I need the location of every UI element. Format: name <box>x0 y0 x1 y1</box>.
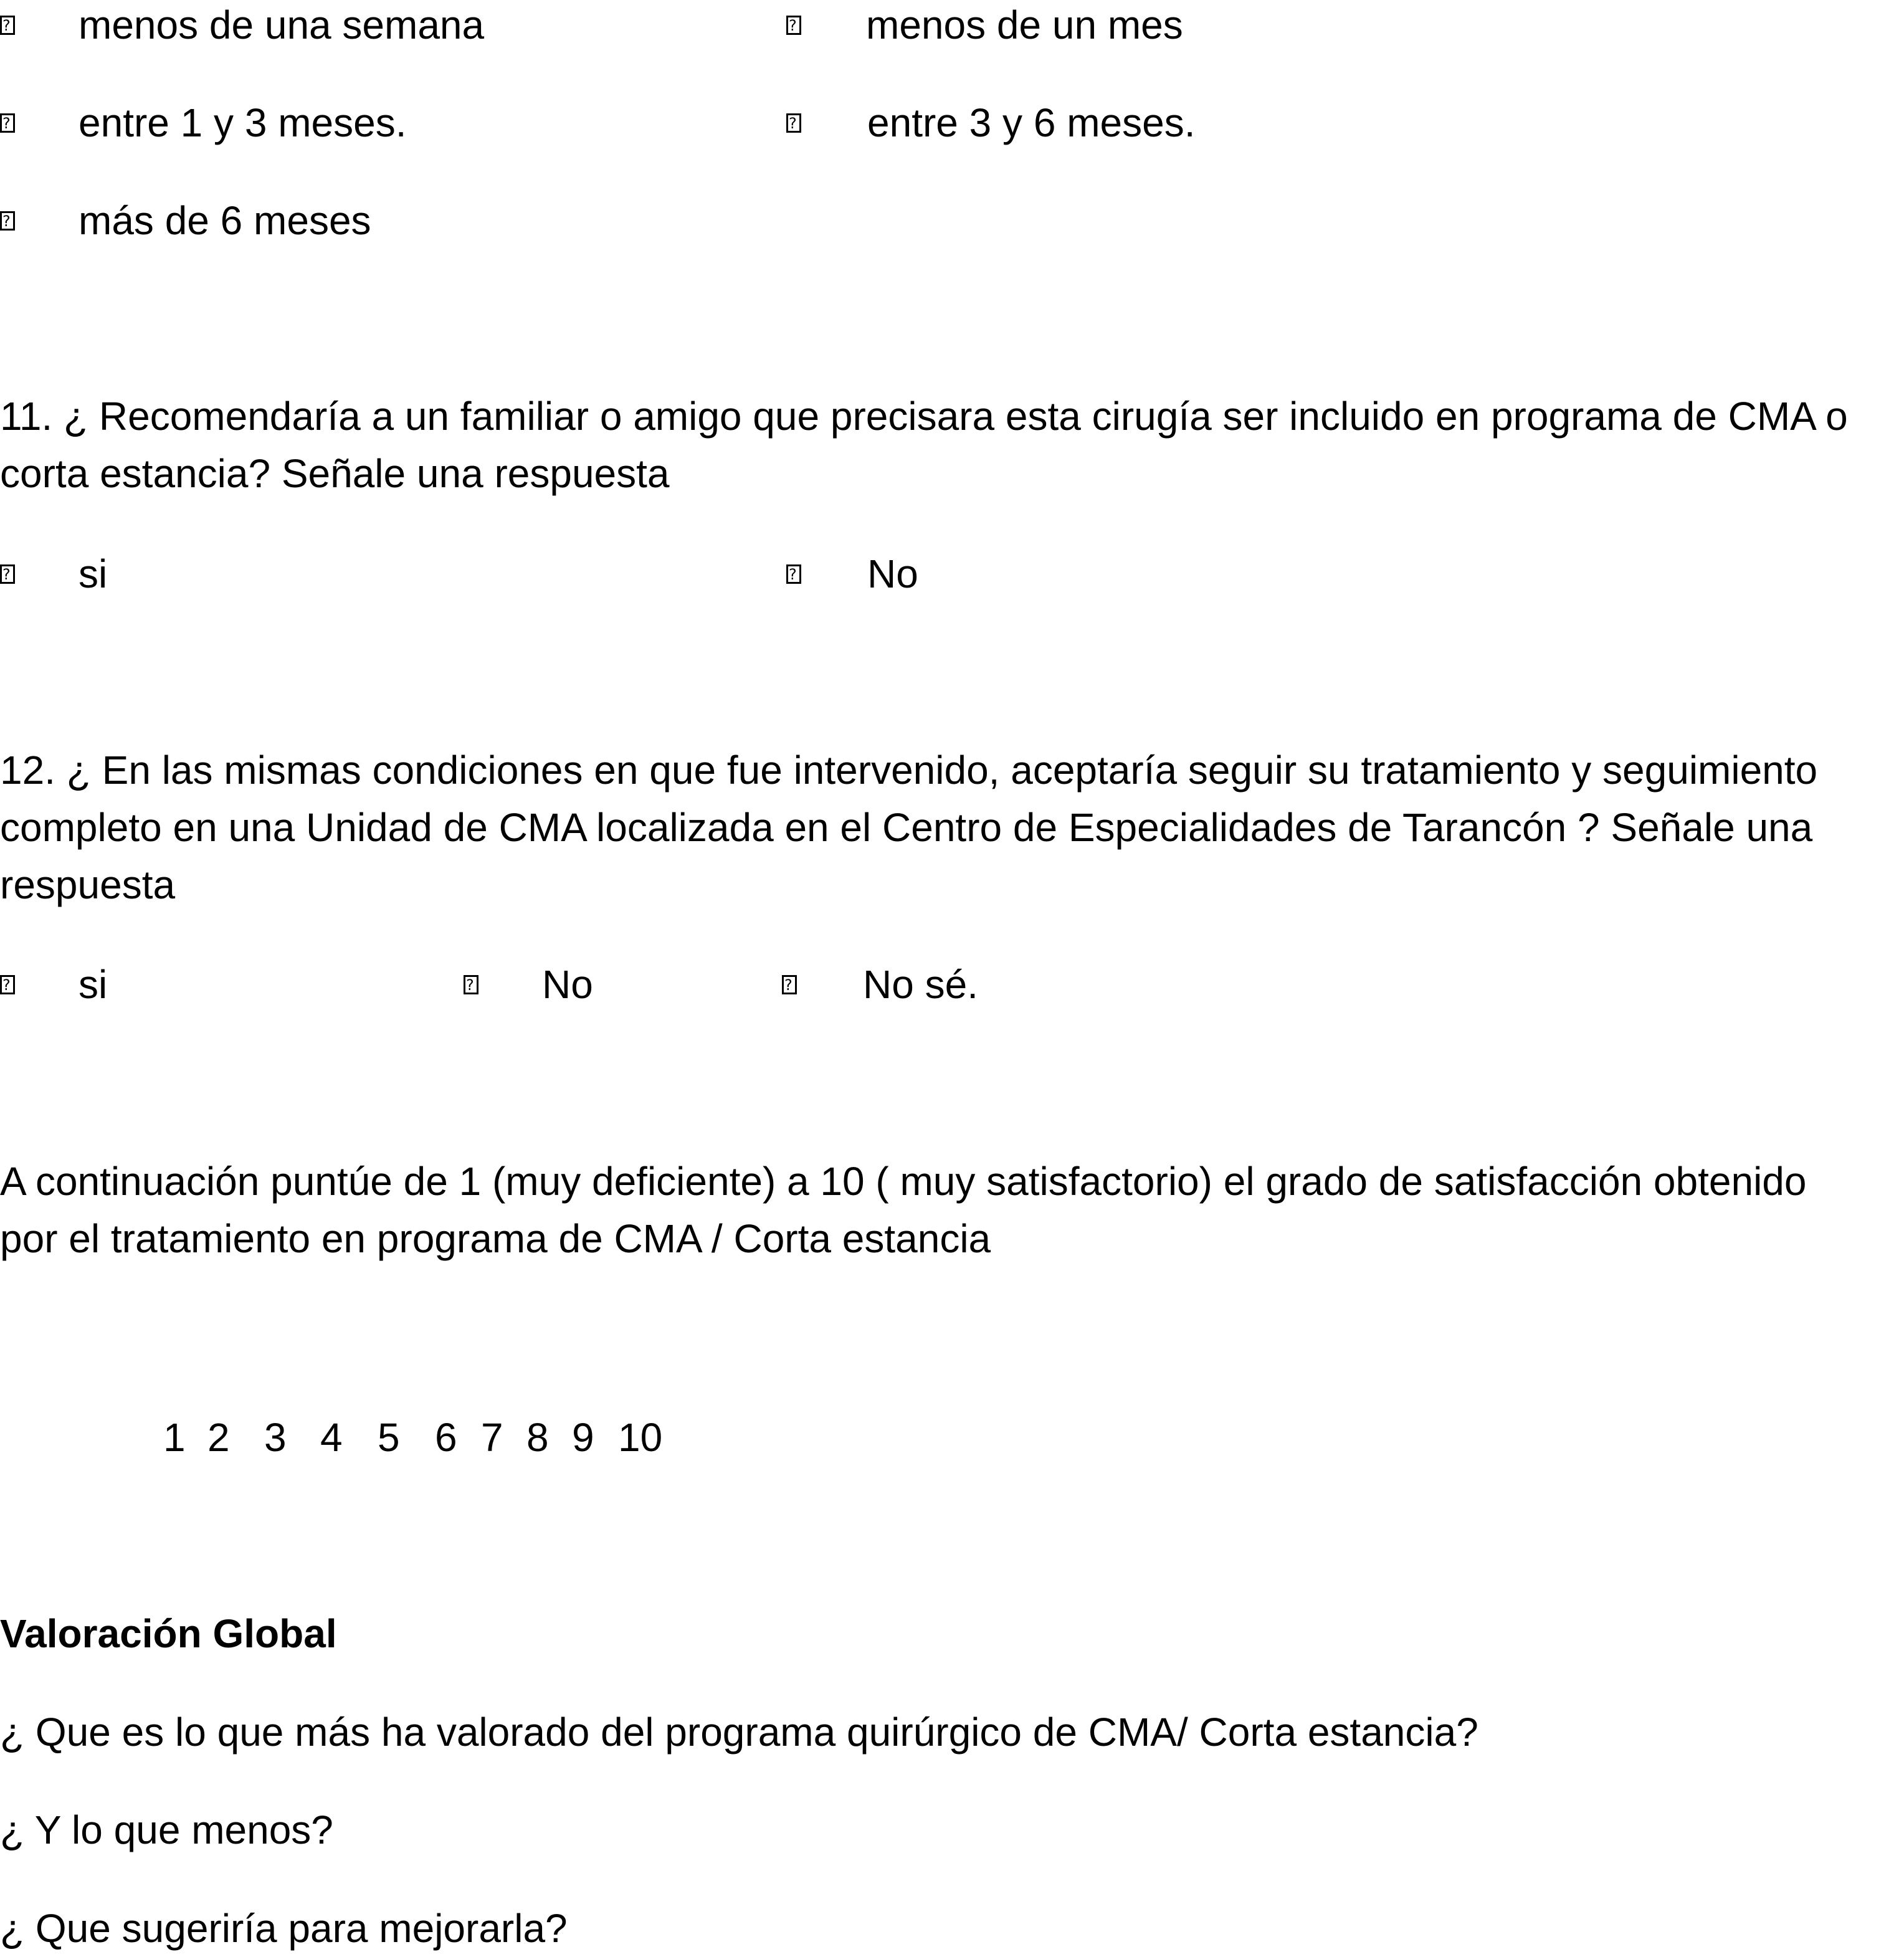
q10-option-1-3-months[interactable] <box>0 98 406 148</box>
option-label: No <box>542 962 593 1007</box>
checkbox-icon[interactable]: ? <box>464 975 478 994</box>
checkbox-icon[interactable]: ? <box>0 113 15 133</box>
checkbox-icon[interactable]: ? <box>0 564 15 584</box>
q10-option-more-6-months[interactable] <box>0 196 371 245</box>
option-label: más de 6 meses <box>79 198 371 243</box>
rating-scale-2[interactable]: 2 <box>207 1415 230 1460</box>
q11-text-line-2: corta estancia? Señale una respuesta <box>0 451 670 496</box>
checkbox-icon[interactable]: ? <box>786 113 801 133</box>
option-label: menos de un mes <box>866 2 1183 47</box>
q11-text-line-1: 11. ¿ Recomendaría a un familiar o amigo que precisara esta cirugía ser incluido en programa de CMA o <box>0 394 1848 439</box>
rating-scale-8[interactable]: 8 <box>526 1415 549 1460</box>
option-label: entre 3 y 6 meses. <box>867 100 1196 145</box>
q11-option-si[interactable] <box>0 549 107 599</box>
option-label: si <box>79 962 108 1007</box>
q10-option-3-6-months[interactable] <box>786 98 1195 148</box>
q11-option-no[interactable] <box>786 549 918 599</box>
rating-scale-3[interactable]: 3 <box>264 1415 287 1460</box>
global-question-3: ¿ Que sugeriría para mejorarla? <box>0 1906 568 1951</box>
option-label: menos de una semana <box>79 2 485 47</box>
rating-text-line-1: A continuación puntúe de 1 (muy deficiente) a 10 ( muy satisfactorio) el grado de satisfacción obtenido <box>0 1159 1807 1204</box>
rating-scale-4[interactable]: 4 <box>320 1415 343 1460</box>
rating-scale-6[interactable]: 6 <box>435 1415 457 1460</box>
q12-text-line-2: completo en una Unidad de CMA localizada en el Centro de Especialidades de Tarancón ? Señale una <box>0 805 1813 850</box>
global-question-2: ¿ Y lo que menos? <box>0 1807 333 1852</box>
checkbox-icon[interactable]: ? <box>786 564 801 584</box>
option-label: No sé. <box>863 962 978 1007</box>
rating-scale-10[interactable]: 10 <box>618 1415 663 1460</box>
global-heading: Valoración Global <box>0 1611 337 1656</box>
checkbox-icon[interactable]: ? <box>0 211 15 231</box>
checkbox-icon[interactable]: ? <box>0 975 15 994</box>
rating-text-line-2: por el tratamiento en programa de CMA / Corta estancia <box>0 1216 991 1261</box>
q12-option-no-se[interactable] <box>782 959 978 1009</box>
rating-scale-9[interactable]: 9 <box>572 1415 594 1460</box>
option-label: entre 1 y 3 meses. <box>79 100 407 145</box>
q10-option-less-than-month[interactable] <box>786 0 1183 50</box>
q12-text-line-3: respuesta <box>0 862 176 907</box>
q12-option-no[interactable] <box>464 959 593 1009</box>
rating-scale-1[interactable]: 1 <box>163 1415 186 1460</box>
q10-option-less-than-week[interactable] <box>0 0 484 50</box>
global-question-1: ¿ Que es lo que más ha valorado del programa quirúrgico de CMA/ Corta estancia? <box>0 1710 1478 1755</box>
q12-option-si[interactable] <box>0 959 107 1009</box>
option-label: si <box>79 551 108 596</box>
checkbox-icon[interactable]: ? <box>786 16 801 35</box>
checkbox-icon[interactable]: ? <box>782 975 797 994</box>
q12-text-line-1: 12. ¿ En las mismas condiciones en que fue intervenido, aceptaría seguir su tratamiento y seguimiento <box>0 748 1818 793</box>
option-label: No <box>867 551 918 596</box>
rating-scale-5[interactable]: 5 <box>378 1415 400 1460</box>
rating-scale-7[interactable]: 7 <box>481 1415 503 1460</box>
checkbox-icon[interactable]: ? <box>0 16 15 35</box>
